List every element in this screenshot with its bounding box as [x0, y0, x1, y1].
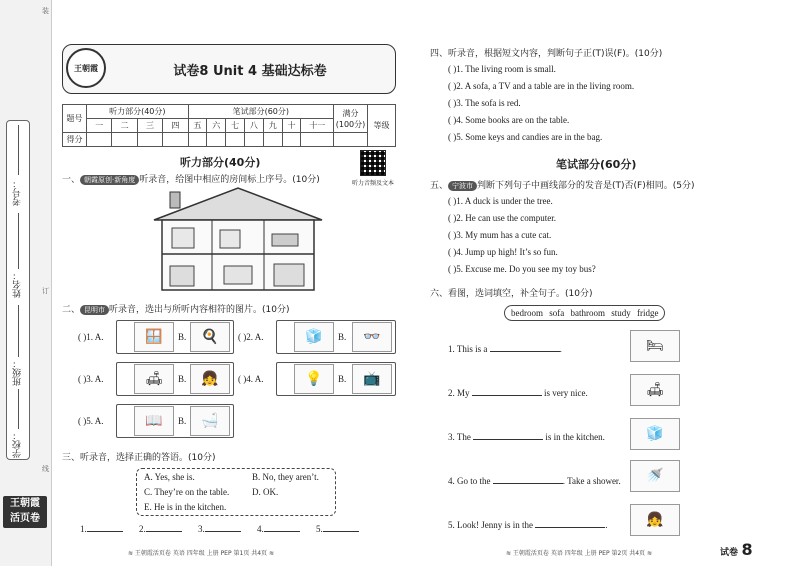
school-label: 学校：	[13, 431, 23, 458]
table-number-cell: 六	[207, 119, 226, 133]
writing-heading: 笔试部分(60分)	[556, 158, 637, 171]
answer-blank-row: 1. 2. 3. 4. 5.	[80, 524, 359, 534]
score-cell[interactable]	[137, 133, 162, 147]
answer-blank[interactable]	[205, 531, 241, 532]
sofa-icon: 🛋	[630, 374, 680, 406]
listening-heading: 听力部分(40分)	[180, 156, 261, 169]
fill-sentence: 2. My is very nice.	[448, 388, 588, 398]
table-number-cell: 七	[226, 119, 245, 133]
score-cell[interactable]	[112, 133, 137, 147]
bed-icon: 🛏	[630, 330, 680, 362]
choice-label: ( )2. A.	[238, 332, 264, 342]
bath-icon[interactable]: 🛁	[190, 406, 230, 436]
class-label: 班级：	[13, 359, 23, 386]
binding-mark: 订	[42, 287, 49, 295]
choice-label: B.	[338, 332, 347, 342]
score-cell[interactable]	[263, 133, 282, 147]
answer-blank[interactable]	[87, 531, 123, 532]
fill-blank[interactable]	[490, 351, 560, 352]
score-cell[interactable]	[301, 133, 334, 147]
question-2: 二、 昆明市 听录音，选出与所听内容相符的图片。(10分)	[62, 305, 290, 315]
tf-item[interactable]: ( )4. Some books are on the table.	[448, 115, 570, 125]
name-label: 姓名：	[13, 271, 23, 298]
answer-option: E. He is in the kitchen.	[144, 502, 227, 512]
kitchen-icon[interactable]: 🍳	[190, 322, 230, 352]
answer-option: D. OK.	[252, 487, 279, 497]
fridge-icon[interactable]: 🧊	[294, 322, 334, 352]
score-cell[interactable]	[87, 133, 112, 147]
fill-blank[interactable]	[473, 439, 543, 440]
tf-item[interactable]: ( )1. The living room is small.	[448, 64, 556, 74]
question-3: 三、听录音，选择正确的答语。(10分)	[62, 453, 216, 463]
qr-caption: 听力音频及文本	[352, 180, 395, 187]
choice-label: B.	[178, 332, 187, 342]
score-cell[interactable]	[207, 133, 226, 147]
choice-label: ( )1. A.	[78, 332, 104, 342]
fill-sentence: 4. Go to the . Take a shower.	[448, 476, 621, 486]
table-number-cell: 二	[112, 119, 137, 133]
answer-option: A. Yes, she is.	[144, 472, 195, 482]
question-5: 五、 宁波市 判断下列句子中画线部分的发音是(T)否(F)相同。(5分)	[430, 181, 695, 191]
tf-item[interactable]: ( )2. He can use the computer.	[448, 213, 556, 223]
score-cell[interactable]	[188, 133, 207, 147]
table-number-cell: 十一	[301, 119, 334, 133]
glasses-icon[interactable]: 👓	[352, 322, 392, 352]
answer-option: C. They’re on the table.	[144, 487, 230, 497]
choice-label: B.	[338, 374, 347, 384]
question-4: 四、听录音，根据短文内容，判断句子正(T)误(F)。(10分)	[430, 49, 663, 59]
fill-blank[interactable]	[535, 527, 605, 528]
table-number-cell: 三	[137, 119, 162, 133]
source-tag: 朝霞原创·新角度	[80, 175, 139, 185]
tf-item[interactable]: ( )1. A duck is under the tree.	[448, 196, 553, 206]
publisher-logo: 王朝霞	[66, 48, 106, 88]
fill-sentence: 5. Look! Jenny is in the .	[448, 520, 608, 530]
tf-item[interactable]: ( )5. Some keys and candies are in the bag.	[448, 132, 603, 142]
binding-mark: 线	[42, 465, 49, 473]
answer-blank[interactable]	[146, 531, 182, 532]
tv-icon[interactable]: 📺	[352, 364, 392, 394]
paper-number-badge: 试卷 8	[720, 540, 753, 559]
table-header-cell: 题号	[63, 105, 87, 133]
table-number-cell: 九	[263, 119, 282, 133]
reading-boy-icon[interactable]: 📖	[134, 406, 174, 436]
choice-label: B.	[178, 416, 187, 426]
fill-sentence: 3. The is in the kitchen.	[448, 432, 605, 442]
brand-logo: 王朝霞 活页卷	[3, 496, 47, 528]
page-title: 试卷8 Unit 4 基础达标卷	[173, 64, 327, 79]
fridge-icon: 🧊	[630, 418, 680, 450]
table-number-cell: 十	[282, 119, 301, 133]
exam-number-label: 考号：	[13, 179, 23, 206]
score-table	[62, 104, 396, 147]
question-6: 六、看图，选词填空，补全句子。(10分)	[430, 289, 593, 299]
word-bank: bedroom sofa bathroom study fridge	[504, 305, 665, 321]
choice-label: B.	[178, 374, 187, 384]
page-footer: ≋ 王朝霞活页卷 英语 四年级 上册 PEP 第1页 共4页 ≋	[128, 550, 274, 557]
house-illustration-icon	[150, 186, 326, 292]
shower-boy-icon: 🚿	[630, 460, 680, 492]
table-number-cell: 五	[188, 119, 207, 133]
table-header-cell: 满分(100分)	[334, 105, 368, 133]
score-cell[interactable]	[163, 133, 188, 147]
answer-option: B. No, they aren’t.	[252, 472, 319, 482]
fill-sentence: 1. This is a .	[448, 344, 562, 354]
source-tag: 宁波市	[448, 181, 477, 191]
answer-blank[interactable]	[264, 531, 300, 532]
tf-item[interactable]: ( )2. A sofa, a TV and a table are in the living room.	[448, 81, 635, 91]
student-info-box	[6, 120, 30, 460]
choice-label: ( )5. A.	[78, 416, 104, 426]
tf-item[interactable]: ( )4. Jump up high! It’s so fun.	[448, 247, 558, 257]
question-1: 一、 朝霞原创·新角度 听录音，给图中相应的房间标上序号。(10分)	[62, 175, 320, 185]
qr-code-icon[interactable]	[360, 150, 386, 176]
table-header-cell: 笔试部分(60分)	[188, 105, 333, 119]
tf-item[interactable]: ( )3. My mum has a cute cat.	[448, 230, 552, 240]
score-cell[interactable]	[282, 133, 301, 147]
table-number-cell: 一	[87, 119, 112, 133]
tf-item[interactable]: ( )3. The sofa is red.	[448, 98, 521, 108]
score-cell[interactable]	[226, 133, 245, 147]
tf-item[interactable]: ( )5. Excuse me. Do you see my toy bus?	[448, 264, 596, 274]
table-number-cell: 八	[245, 119, 264, 133]
table-score-label: 得分	[63, 133, 87, 147]
table-lamp-icon[interactable]: 💡	[294, 364, 334, 394]
choice-label: ( )3. A.	[78, 374, 104, 384]
table-header-cell: 等级	[368, 105, 396, 147]
page-footer: ≋ 王朝霞活页卷 英语 四年级 上册 PEP 第2页 共4页 ≋	[506, 550, 652, 557]
score-cell[interactable]	[245, 133, 264, 147]
score-cell[interactable]	[334, 133, 368, 147]
table-header-cell: 听力部分(40分)	[87, 105, 189, 119]
cooking-girl-icon[interactable]: 👧	[190, 364, 230, 394]
curtain-icon[interactable]: 🪟	[134, 322, 174, 352]
source-tag: 昆明市	[80, 305, 109, 315]
fill-blank[interactable]	[493, 483, 563, 484]
table-number-cell: 四	[163, 119, 188, 133]
fill-blank[interactable]	[472, 395, 542, 396]
binding-mark: 装	[42, 7, 49, 15]
room-icon[interactable]: 🛋	[134, 364, 174, 394]
girl-desk-icon: 👧	[630, 504, 680, 536]
choice-label: ( )4. A.	[238, 374, 264, 384]
answer-blank[interactable]	[323, 531, 359, 532]
